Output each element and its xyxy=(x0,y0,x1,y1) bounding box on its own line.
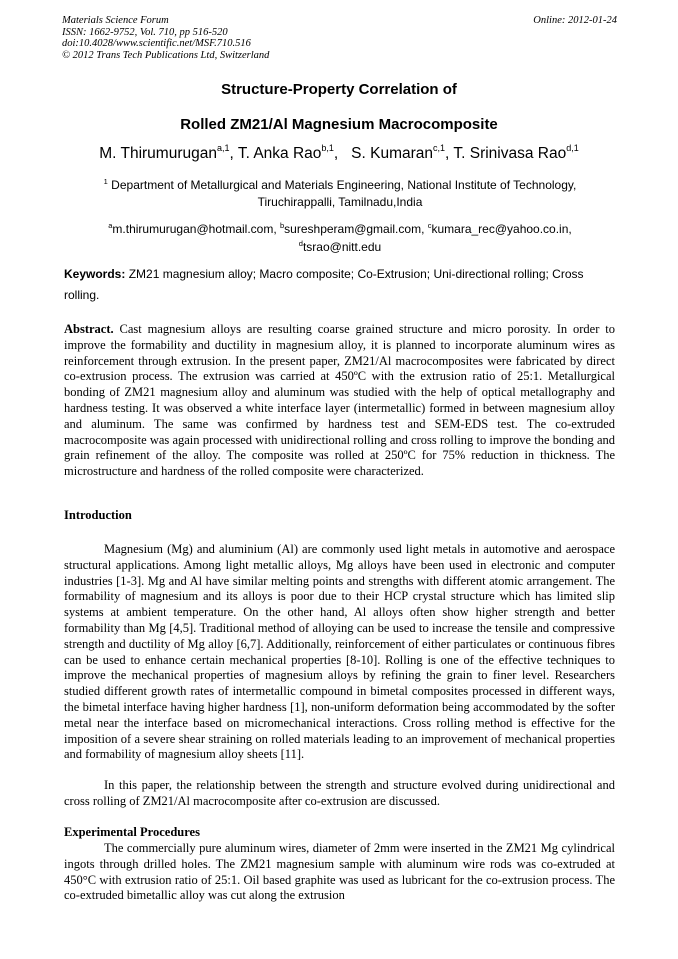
author-separator: , xyxy=(445,145,454,162)
author-name: T. Anka Rao xyxy=(237,145,322,162)
author-affil-mark: c,1 xyxy=(433,143,446,153)
email-link[interactable]: kumara_rec@yahoo.co.in, xyxy=(431,222,572,236)
introduction-heading: Introduction xyxy=(64,508,132,522)
title-line-2: Rolled ZM21/Al Magnesium Macrocomposite xyxy=(180,116,498,133)
abstract-label: Abstract. xyxy=(64,322,114,336)
experimental-paragraph-1: The commercially pure aluminum wires, diameter of 2mm were inserted in the ZM21 Mg cylindrical ingots through drilled holes. The ZM21 magnesium sample with aluminum wire rods was co-extruded at 450°C with extrusion ratio of 25:1. Oil based graphite was used as lubricant for the co-extrusion process. The co-extruded bimetallic alloy was cut along the extrusion xyxy=(64,841,615,903)
issn: ISSN: 1662-9752, Vol. 710, pp 516-520 xyxy=(62,26,228,38)
email-mark: c xyxy=(427,221,432,230)
author-affil-mark: d,1 xyxy=(566,143,579,153)
email-mark: a xyxy=(108,221,113,230)
author-separator: , xyxy=(229,145,238,162)
experimental-heading: Experimental Procedures xyxy=(64,825,200,839)
title-line-1: Structure-Property Correlation of xyxy=(221,81,457,98)
author-list xyxy=(0,145,678,163)
email-link[interactable]: m.thirumurugan@hotmail.com, xyxy=(112,222,280,236)
author-separator: , xyxy=(333,145,352,162)
keywords-text: ZM21 magnesium alloy; Macro composite; Co-Extrusion; Uni-directional rolling; Cross rolling. xyxy=(64,267,584,302)
online-date: Online: 2012-01-24 xyxy=(533,15,617,26)
journal-name: Materials Science Forum xyxy=(62,15,169,26)
affiliation-line-1: Department of Metallurgical and Materials Engineering, National Institute of Technology, xyxy=(107,178,577,192)
email-link[interactable]: tsrao@nitt.edu xyxy=(302,240,382,254)
copyright: © 2012 Trans Tech Publications Ltd, Switzerland xyxy=(62,49,270,61)
doi: doi:10.4028/www.scientific.net/MSF.710.516 xyxy=(62,38,251,50)
affiliation-line-2: Tiruchirappalli, Tamilnadu,India xyxy=(257,195,423,209)
journal-header xyxy=(62,15,617,61)
email-mark: d xyxy=(298,239,303,248)
abstract xyxy=(64,322,615,480)
affiliation xyxy=(80,177,600,211)
email-mark: b xyxy=(280,221,285,230)
keywords-label: Keywords: xyxy=(64,267,126,281)
affiliation-mark: 1 xyxy=(103,177,108,186)
introduction-paragraph-1: Magnesium (Mg) and aluminium (Al) are commonly used light metals in automotive and aerospace structural applications. Among light metallic alloys, Mg alloys have been used in electronic and computer industries [1-3]. Mg and Al have similar melting points and strengths with different atomic arrangement. The formability of magnesium and its alloys is poor due to their HCP crystal structure which has limited slip systems at ambient temperature. On the other hand, Al alloys often show higher strength and better formability than Mg [4,5]. Traditional method of alloying can be used to increase the tensile and compressive strength and ductility of Mg alloy [6,7]. Additionally, reinforcement of either particulates or continuous fibres can be used to enhance certain mechanical properties [8-10]. Rolling is one of the effective techniques to improve the mechanical properties of magnesium alloys by refining the grain to finer level. Researchers studied different growth rates of intermetallic compound in bimetal composites processed in different ways, the bimetal interface having higher hardness [1], non-uniform deformation being accommodated by the softer metal near the interface based on micromechanical interactions. Cross rolling method is effective for the imposition of a severe shear straining on rolled materials leading to an improvement of mechanical properties and formability of magnesium alloy sheets [11]. xyxy=(64,542,615,762)
author-emails xyxy=(80,220,600,256)
author-affil-mark: b,1 xyxy=(321,143,334,153)
abstract-text: Cast magnesium alloys are resulting coarse grained structure and micro porosity. In order to improve the formability and ductility in magnesium alloy, it is planned to incorporate aluminum wires as reinforcement through extrusion. In the present paper, ZM21/Al macrocomposites were fabricated by direct co-extrusion process. The extrusion was carried at 450ºC with the extrusion ratio of 25:1. Metallurgical bonding of ZM21 magnesium alloy and aluminum was studied with the help of optical metallography and hardness testing. It was observed a white interface layer (intermetallic) formed in between magnesium alloy and aluminum. The same was confirmed by hardness test and SEM-EDS test. The co-extruded macrocomposite was again processed with unidirectional rolling and cross rolling to improve the bonding and grain refinement of the alloy. The composite was rolled at 250ºC for 75% reduction in thickness. The microstructure and hardness of the rolled composite were characterized. xyxy=(64,322,615,479)
introduction-paragraph-2: In this paper, the relationship between the strength and structure evolved during unidirectional and cross rolling of ZM21/Al macrocomposite after co-extrusion are discussed. xyxy=(64,778,615,808)
author-name: S. Kumaran xyxy=(351,145,434,162)
author-name: T. Srinivasa Rao xyxy=(453,145,567,162)
email-link[interactable]: sureshperam@gmail.com, xyxy=(284,222,428,236)
keywords xyxy=(64,264,616,306)
author-affil-mark: a,1 xyxy=(216,143,230,153)
author-name: M. Thirumurugan xyxy=(99,145,217,162)
